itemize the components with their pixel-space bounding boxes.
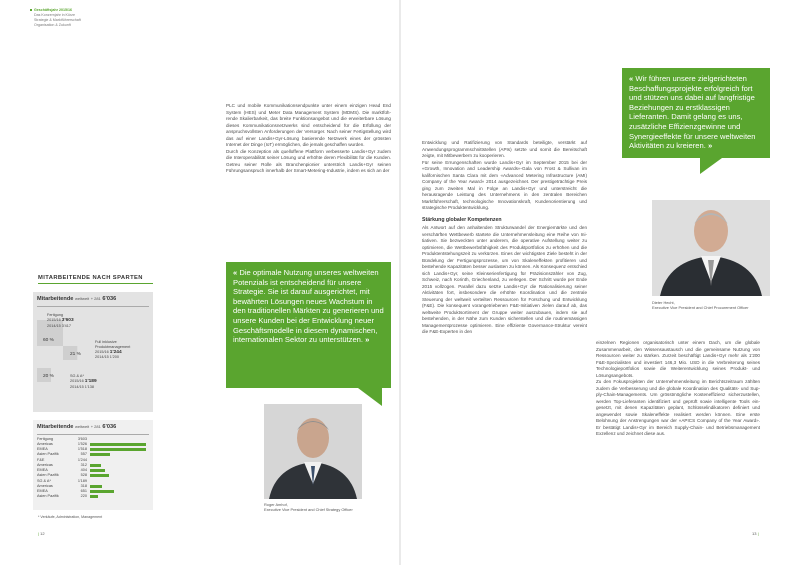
bar-row: Asien Pazifik 220	[37, 494, 147, 499]
employees-panel	[33, 292, 153, 412]
region-bar	[90, 469, 105, 472]
text-column-middle: Entwicklung und Ratifizierung von Standards beteiligte, verstärkt auf Anwendungsprogrammschnittstellen (APIs) setzte und somit die Bereitschaft zeigte, mit Mitbewerbern zu kooperieren. Für seine Errungenschaften wurde Landis+Gyr im September 2015 bei der «Growth, Innovation and Leadership Awards»-Gala von Frost & Sullivan im kalifornischen Santa Clara mit dem «Advanced Metering Infrastructure (AMI) Company of the Year Award» 2014 ausgezeichnet. Der prestigeträchtige Preis ging zum zweiten Mal in Folge an Landis+Gyr und unterstreicht die herausragende Leistung des Unternehmens in den zentralen Bereichen Marktführerschaft, technologische Innovationskraft, Kundenorientierung und strategische Produktentwicklung. Stärkung globaler Kompetenzen Als Antwort auf den anhaltenden Strukturwandel der Energiemärkte und den verschärften Wettbewerb startete die Unternehmensleitung eine Reihe von Initiativen. Sie bezweckten unter anderem, die operative Aufstellung weiter zu optimieren, die Wettbewerbsfähigkeit des Produktportfolios zu erhöhen und die Produktentstehungszeit zu verkürzen. Eines der wichtigsten Ziele besteht in der Bündelung der Fertigungsprozesse, um von Skaleneffekten profitieren und bestehende Kapazitäten besser auslasten zu können. Als Konsequenz entschied sich Landis+Gyr, seine Kleinserienfertigung für Präzisionszähler von Zug, Schweiz, nach Korinth, Griechenland, zu verlegen. Der Schritt wurde per Ende 2015 vollzogen. Parallel dazu setzte Landis+Gyr die Rationalisierung seiner Aktivitäten fort, insbesondere die erhöhte Koordination und die zentrale Steuerung der weltweit verteilten Ressourcen für Forschung und Entwicklung (F&E). Die konsequent vorangetriebenen F&E-Initiativen zielen darauf ab, das weltweite Produktsortiment der Gruppe weiter auszubauen, indem sie auf bestehenden, in der Nähe zum Kunden sicherstellen und die routinemässigen Managementprozesse optimieren. Eine effiziente Governance-Struktur vereint die F&E-Experten in den	[422, 140, 587, 334]
region-bar	[90, 474, 109, 477]
footnote: * Verkäufe, Administration, Management	[38, 515, 103, 519]
segment-sga: SG & A* 2015/16 1'189 2014/15 1'138	[70, 374, 97, 389]
bar-group-header: F&E 1'244	[37, 458, 87, 462]
portrait-photo-right	[652, 200, 770, 296]
region-bar	[90, 495, 98, 498]
bar-row: Asien Pazifik 528	[37, 473, 147, 478]
region-bar	[90, 490, 114, 493]
portrait-photo-left	[264, 404, 362, 499]
bars-title: Mitarbeitende weltweit + 281 6'036	[37, 424, 117, 430]
segment-fertigung: Fertigung 2015/16 3'603 2014/15 3'417	[47, 313, 74, 328]
employees-bars	[33, 420, 153, 510]
panel-title: Mitarbeitende weltweit + 281 6'036	[37, 296, 117, 302]
region-bar	[90, 485, 102, 488]
segment-pct-fe: 21 %	[70, 352, 81, 357]
bar-row: Americas 318	[37, 484, 147, 489]
section-title-employees: MITARBEITENDE NACH SPARTEN	[38, 275, 143, 281]
quote-tail-right	[700, 158, 722, 174]
page-fold	[399, 0, 401, 565]
bar-row: EMEA 404	[37, 468, 147, 473]
section-rule	[38, 283, 153, 284]
segment-fe: Full inklusive Produktmanagement 2015/16 1'244 2014/15 1'200	[95, 340, 131, 360]
header-marker	[30, 9, 32, 11]
bar-row: Asien Pazifik 557	[37, 452, 147, 457]
bar-group-header: SG & A* 1'189	[37, 479, 87, 483]
segment-pct-sga: 20 %	[43, 374, 54, 379]
running-header: Geschäftsjahr 2015/16 Das Konzernjahr in Kürze Strategie & Marktführerschaft Organisation & Zukunft	[34, 8, 81, 27]
quote-box-right: « Wir führen unsere zielgerichteten Beschaffungsprojekte erfolgreich fort und stützen uns dabei auf langfristige Beziehungen zu erstklassigen Lieferanten. Damit gelang es uns, zusätzliche Effizienzgewinne und Synergieeffekte für unsere weltweiten Aktivitäten zu kreieren. »	[622, 68, 770, 158]
page-number-left: | 12	[38, 531, 45, 536]
subheading: Stärkung globaler Kompetenzen	[422, 216, 502, 223]
bar-row: EMEA 1'518	[37, 447, 147, 452]
region-bar	[90, 453, 110, 456]
segment-pct-fertigung: 60 %	[43, 338, 54, 343]
bar-row: Americas 312	[37, 463, 147, 468]
region-bar	[90, 448, 146, 451]
bar-group-header: Fertigung 3'603	[37, 437, 87, 441]
bar-row: Americas 1'526	[37, 442, 147, 447]
caption-left: Roger Amhof, Executive Vice President and Chief Strategy Officer	[264, 502, 353, 513]
region-bar	[90, 464, 101, 467]
region-bar	[90, 443, 146, 446]
page-number-right: 13 |	[752, 531, 759, 536]
text-column-left: PLC und mobile Kommunikationsendpunkte unter einem einzigen Head End System (HES) und Meter Data Management System (MDMS). Die marktführende Skalierbarkeit, das breite Funktionsangebot und die erweiterbare Lösung dieses Kommunikationsnetzwerks sind entscheidend für die Erfüllung der anspruchsvollsten Anforderungen der Versorger. Nach seiner Fertigstellung wird das auf einer Landis+Gyr-Lösung basierende Netzwerk eines der grössten Internet der Dinge (IoT) ermöglichen, die jemals geschaffen wurden. Durch die Konzeption als quelloffene Plattform verbesserte Landis+Gyr zudem die Interoperabilität seiner Lösung und erhöhte deren Flexibilität für die Kunden. Getreu seiner Rolle als Branchenpionier unterstrich Landis+Gyr seinen Führungsanspruch innerhalb der Smart-Metering-Industrie, indem es sich an der	[226, 103, 391, 173]
bar-row: EMEA 651	[37, 489, 147, 494]
quote-box-left: « Die optimale Nutzung unseres weltweiten Potenzials ist entscheidend für unsere Strategie. Sie ist darauf ausgerichtet, mit bewährten Lösungen neues Wachstum in den traditionellen Märkten zu generieren und unsere Kunden bei der Entwicklung neuer Geschäftsmodelle in diesem dynamischen, internationalen Sektor zu unterstützen. »	[226, 262, 391, 388]
caption-right: Dieter Hecht, Executive Vice President and Chief Procurement Officer	[652, 300, 749, 311]
text-column-right: einzelnen Regionen organisatorisch unter einem Dach, um die globale Zusammenarbeit, den Wissensaustausch und die gemeinsame Nutzung von Ressourcen weiter zu stärken. Zurzeit beschäftigt Landis+Gyr mehr als 1'200 F&E-Spezialisten und investiert 146,3 Mio. USD in die Verbreiterung seines Technologieportfolios sowie die Weiterentwicklung seines Produkt- und Lösungsangebots. Zu den Fokusprojekten der Unternehmensleitung im Berichtszeitraum zählten zudem die Verbesserung und die globale Koordination des Qualitäts- und Supply-Chain-Managements. Um grösstmögliche Kosteneffizienz sicherzustellen, werden Top-Lieferanten identifiziert und geprüft sowie intelligente Tools eingesetzt, mit denen Kapazitäten geplant, Schlüsselindikatoren definiert und angewendet sowie Skaleneffekte realisiert werden können. Eine erste Belohnung der Anstrengungen war der «APICS Company of the Year Award». Er bestätigt Landis+Gyr im Bereich Supply-Chain- und Betriebsmanagement Exzellenz und zeichnet diese aus.	[596, 340, 760, 436]
